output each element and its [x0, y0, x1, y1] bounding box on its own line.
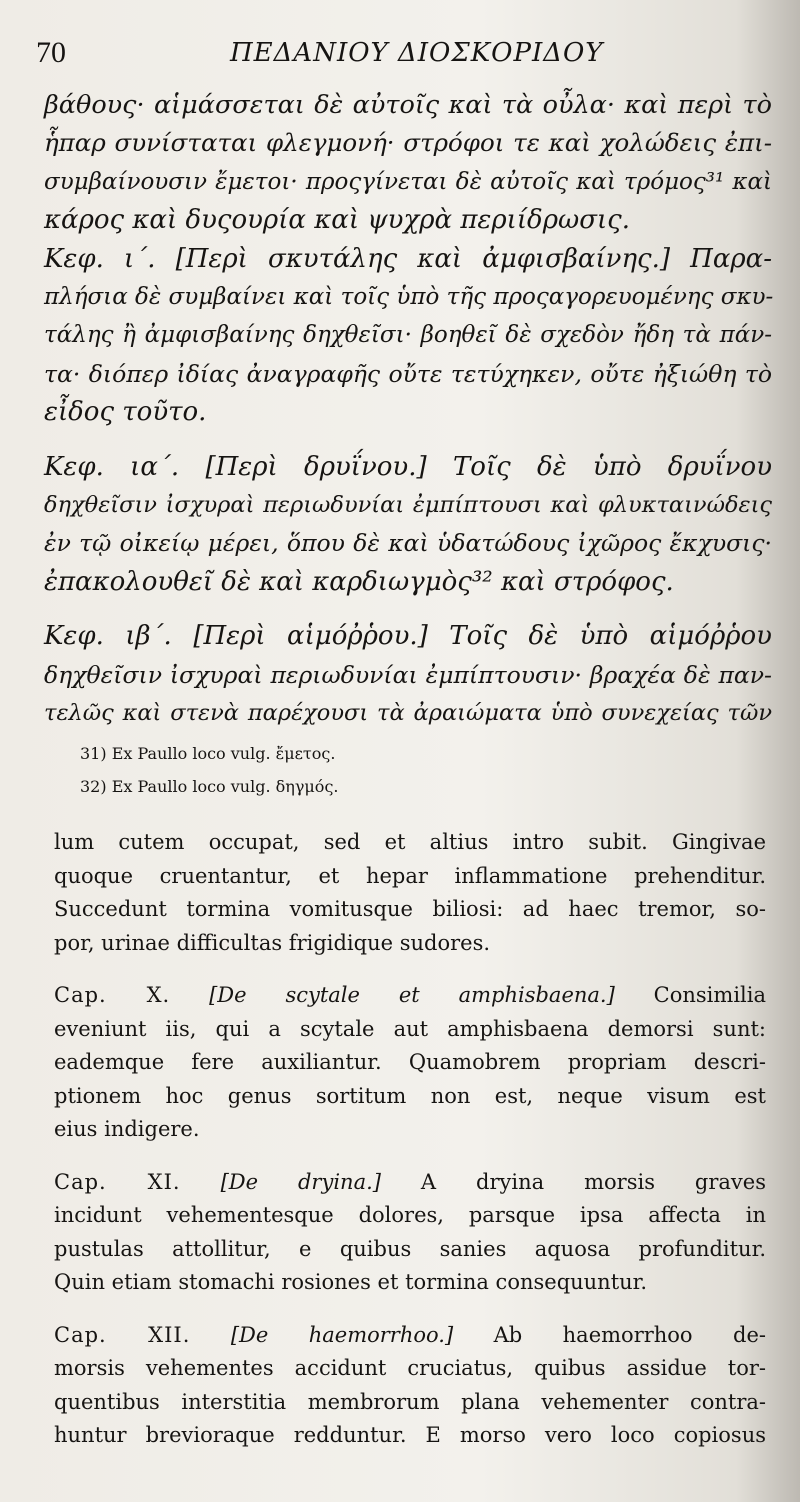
latin-line: por, urinae difficultas frigidique sudores. [54, 930, 491, 955]
greek-line: τάλης ἢ ἀμφισβαίνης δηχθεῖσι· βοηθεῖ δὲ σχεδὸν ἤδη τὰ πάν- [44, 322, 772, 349]
chapter-label: Cap. X. [54, 983, 171, 1007]
greek-line: τελῶς καὶ στενὰ παρέχουσι τὰ ἀραιώματα ὑπὸ συνεχείας τῶν [44, 700, 772, 727]
chapter-heading-line [54, 1166, 766, 1200]
latin-line: incidunt vehementesque dolores, parsque ipsa affecta in [54, 1203, 766, 1227]
chapter-label: Cap. XI. [54, 1169, 181, 1194]
page-header [36, 36, 776, 80]
latin-text [54, 826, 766, 1453]
chapter-heading-line [54, 1319, 766, 1353]
latin-line: huntur brevioraque redduntur. E morso vero loco copiosus [54, 1423, 766, 1447]
footnote: 32) Ex Paullo loco vulg. δηγμός. [80, 777, 339, 796]
greek-line: κάρος καὶ δυςουρία καὶ ψυχρὰ περιίδρωσις. [44, 205, 630, 236]
greek-line: συμβαίνουσιν ἔμετοι· προςγίνεται δὲ αὐτοῖς καὶ τρόμος³¹ καὶ [44, 168, 772, 195]
latin-line: quentibus interstitia membrorum plana vehementer contra- [54, 1389, 766, 1414]
latin-line: eveniunt iis, qui a scytale aut amphisbaena demorsi sunt: [54, 1016, 766, 1041]
chapter-text-start: Consimilia [653, 983, 766, 1007]
chapter-label: Cap. XII. [54, 1322, 191, 1347]
greek-line: Κεφ. ι΄. [Περὶ σκυτάλης καὶ ἀμφισβαίνης.] Παρα- [44, 243, 772, 274]
latin-line: pustulas attollitur, e quibus sanies aquosa profunditur. [54, 1236, 766, 1261]
greek-line: ἧπαρ συνίσταται φλεγμονή· στρόφοι τε καὶ χολώδεις ἐπι- [44, 128, 772, 158]
chapter-title: [De dryina.] [220, 1169, 381, 1194]
greek-line: δηχθεῖσιν ἰσχυραὶ περιωδυνίαι ἐμπίπτουσιν· βραχέα δὲ παν- [44, 660, 772, 689]
footnote: 31) Ex Paullo loco vulg. ἔμετος. [80, 744, 336, 763]
greek-line: πλήσια δὲ συμβαίνει καὶ τοῖς ὑπὸ τῆς προςαγορευομένης σκυ- [44, 284, 774, 311]
latin-line: eademque fere auxiliantur. Quamobrem propriam descri- [54, 1050, 766, 1074]
latin-line: morsis vehementes accidunt cruciatus, quibus assidue tor- [54, 1356, 766, 1380]
greek-line: τα· διόπερ ἰδίας ἀναγραφῆς οὔτε τετύχηκεν, οὔτε ἠξιώθη τὸ [44, 359, 772, 388]
latin-line: lum cutem occupat, sed et altius intro subit. Gingivae [54, 830, 766, 854]
greek-text [44, 86, 772, 733]
greek-line: ἐπακολουθεῖ δὲ καὶ καρδιωγμὸς³² καὶ στρόφος. [44, 566, 674, 597]
latin-line: Succedunt tormina vomitusque biliosi: ad haec tremor, so- [54, 897, 766, 921]
latin-line: ptionem hoc genus sortitum non est, neque visum est [54, 1083, 766, 1108]
chapter-title: [De haemorrhoo.] [230, 1322, 454, 1347]
chapter-heading-line [54, 979, 766, 1013]
footnotes [80, 737, 760, 803]
chapter-text-start: Ab haemorrhoo de- [493, 1322, 766, 1347]
latin-line: eius indigere. [54, 1117, 200, 1141]
chapter-title: [De scytale et amphisbaena.] [209, 983, 615, 1007]
page-number: 70 [36, 36, 66, 69]
greek-line: Κεφ. ιβ΄. [Περὶ αἱμόῤῥου.] Τοῖς δὲ ὑπὸ αἱμόῤῥου [44, 621, 772, 652]
latin-line: quoque cruentantur, et hepar inflammatione prehenditur. [54, 863, 766, 888]
chapter-text-start: A dryina morsis graves [420, 1169, 766, 1194]
greek-line: δηχθεῖσιν ἰσχυραὶ περιωδυνίαι ἐμπίπτουσι καὶ φλυκταινώδεις [44, 492, 772, 519]
greek-line: ἐν τῷ οἰκείῳ μέρει, ὅπου δὲ καὶ ὑδατώδους ἰχῶρος ἔκχυσις· [44, 529, 772, 558]
running-title: ΠΕΔΑΝΙΟΥ ΔΙΟΣΚΟΡΙΔΟΥ [230, 38, 604, 68]
latin-line: Quin etiam stomachi rosiones et tormina consequuntur. [54, 1270, 648, 1294]
greek-line: βάθους· αἱμάσσεται δὲ αὐτοῖς καὶ τὰ οὖλα· καὶ περὶ τὸ [44, 90, 772, 120]
greek-line: εἶδος τοῦτο. [44, 397, 207, 428]
greek-line: Κεφ. ια΄. [Περὶ δρυΐνου.] Τοῖς δὲ ὑπὸ δρυΐνου [44, 451, 772, 482]
